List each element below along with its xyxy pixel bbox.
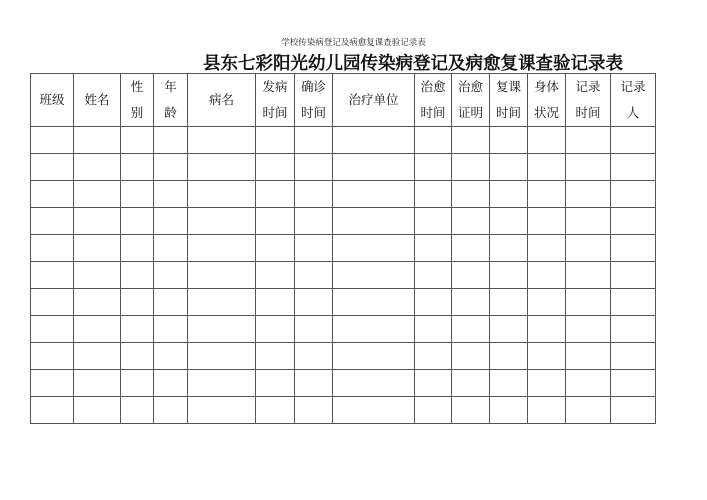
empty-cell [256,316,295,343]
empty-cell [256,343,295,370]
column-header-text: 班级 [39,92,65,107]
column-header [490,74,528,127]
column-header [74,74,121,127]
empty-cell [121,370,154,397]
empty-cell [74,316,121,343]
document-header: 学校传染病登记及病愈复课查验记录表 [281,38,426,48]
empty-cell [188,208,256,235]
empty-cell [490,343,528,370]
column-header-text: 别 [130,105,144,120]
empty-cell [188,235,256,262]
column-header-text: 姓名 [84,92,110,107]
empty-cell [154,316,188,343]
column-header-text: 病名 [208,92,234,107]
empty-cell [121,127,154,154]
empty-cell [611,316,656,343]
empty-cell [256,181,295,208]
empty-cell [188,343,256,370]
empty-cell [333,289,415,316]
empty-cell [256,208,295,235]
empty-cell [188,127,256,154]
column-header [188,74,256,127]
empty-cell [490,208,528,235]
column-header [31,74,74,127]
table-row [31,289,656,316]
empty-cell [295,127,333,154]
empty-cell [256,262,295,289]
empty-cell [121,289,154,316]
empty-cell [295,262,333,289]
empty-cell [295,370,333,397]
empty-cell [74,154,121,181]
empty-cell [528,208,566,235]
empty-cell [121,262,154,289]
empty-cell [490,262,528,289]
empty-cell [415,343,452,370]
empty-cell [611,370,656,397]
column-header-text: 确诊 [300,79,326,94]
empty-cell [415,262,452,289]
table-row [31,154,656,181]
empty-cell [566,235,611,262]
empty-cell [415,154,452,181]
empty-cell [295,154,333,181]
empty-cell [31,208,74,235]
table-row [31,370,656,397]
column-header-text: 发病 [262,79,288,94]
table-row [31,316,656,343]
empty-cell [188,154,256,181]
empty-cell [121,316,154,343]
column-header-text: 记录 [620,79,646,94]
empty-cell [121,397,154,424]
empty-cell [333,235,415,262]
empty-cell [611,235,656,262]
empty-cell [566,181,611,208]
empty-cell [154,181,188,208]
empty-cell [121,154,154,181]
empty-cell [566,370,611,397]
column-header-text: 状况 [533,105,559,120]
empty-cell [333,154,415,181]
empty-cell [452,289,490,316]
empty-cell [452,397,490,424]
empty-cell [31,127,74,154]
empty-cell [74,262,121,289]
column-header-text: 时间 [495,105,521,120]
empty-cell [415,316,452,343]
empty-cell [566,397,611,424]
empty-cell [256,397,295,424]
empty-cell [415,370,452,397]
column-header [333,74,415,127]
empty-cell [154,397,188,424]
column-header-text: 时间 [262,105,288,120]
empty-cell [490,397,528,424]
empty-cell [611,289,656,316]
empty-cell [256,154,295,181]
empty-cell [528,397,566,424]
empty-cell [333,127,415,154]
empty-cell [333,208,415,235]
empty-cell [74,397,121,424]
empty-cell [611,127,656,154]
header-row [31,74,656,127]
empty-cell [415,289,452,316]
record-table [30,73,656,424]
empty-cell [256,127,295,154]
empty-cell [490,154,528,181]
empty-cell [415,181,452,208]
column-header-text: 时间 [420,105,446,120]
empty-cell [74,208,121,235]
empty-cell [452,262,490,289]
column-header-text: 年 [164,79,177,94]
empty-cell [31,397,74,424]
column-header [415,74,452,127]
empty-cell [452,127,490,154]
empty-cell [333,181,415,208]
empty-cell [154,343,188,370]
empty-cell [121,235,154,262]
empty-cell [31,316,74,343]
empty-cell [452,154,490,181]
column-header [121,74,154,127]
empty-cell [452,235,490,262]
empty-cell [490,370,528,397]
empty-cell [74,289,121,316]
column-header-text: 治疗单位 [348,92,399,107]
column-header [452,74,490,127]
empty-cell [333,262,415,289]
empty-cell [31,289,74,316]
empty-cell [74,181,121,208]
empty-cell [154,127,188,154]
table-row [31,343,656,370]
empty-cell [566,208,611,235]
empty-cell [295,208,333,235]
empty-cell [528,343,566,370]
empty-cell [188,397,256,424]
empty-cell [154,289,188,316]
empty-cell [256,289,295,316]
table-row [31,262,656,289]
column-header [528,74,566,127]
empty-cell [154,154,188,181]
empty-cell [566,316,611,343]
empty-cell [528,262,566,289]
column-header-text: 龄 [164,105,177,120]
empty-cell [74,343,121,370]
empty-cell [566,154,611,181]
column-header [256,74,295,127]
column-header [566,74,611,127]
empty-cell [415,397,452,424]
empty-cell [256,235,295,262]
column-header-text: 复课 [495,79,521,94]
empty-cell [31,235,74,262]
table-row [31,181,656,208]
empty-cell [31,154,74,181]
empty-cell [528,154,566,181]
empty-cell [528,181,566,208]
empty-cell [528,370,566,397]
empty-cell [31,262,74,289]
column-header [611,74,656,127]
empty-cell [452,370,490,397]
empty-cell [256,370,295,397]
empty-cell [415,208,452,235]
column-header-text: 治愈 [457,79,483,94]
empty-cell [295,289,333,316]
empty-cell [490,181,528,208]
column-header-text: 人 [626,105,640,120]
empty-cell [295,397,333,424]
empty-cell [528,127,566,154]
table-row [31,235,656,262]
empty-cell [74,235,121,262]
empty-cell [566,343,611,370]
column-header [295,74,333,127]
empty-cell [611,181,656,208]
form-title: 县东七彩阳光幼儿园传染病登记及病愈复课查验记录表 [203,54,623,74]
empty-cell [295,235,333,262]
empty-cell [333,343,415,370]
empty-cell [188,316,256,343]
empty-cell [415,127,452,154]
empty-cell [295,316,333,343]
column-header-text: 记录 [575,79,601,94]
empty-cell [295,181,333,208]
empty-cell [188,181,256,208]
empty-cell [295,343,333,370]
empty-cell [333,370,415,397]
empty-cell [31,370,74,397]
column-header-text: 治愈 [420,79,446,94]
table-row [31,127,656,154]
column-header-text: 时间 [575,105,601,120]
empty-cell [154,262,188,289]
empty-cell [528,235,566,262]
empty-cell [31,181,74,208]
empty-cell [611,208,656,235]
empty-cell [490,127,528,154]
empty-cell [490,316,528,343]
table-row [31,208,656,235]
empty-cell [188,262,256,289]
empty-cell [188,370,256,397]
empty-cell [121,343,154,370]
empty-cell [333,316,415,343]
empty-cell [154,208,188,235]
column-header-text: 证明 [457,105,483,120]
table-body [31,127,656,424]
table-row [31,397,656,424]
empty-cell [490,289,528,316]
empty-cell [452,316,490,343]
empty-cell [154,370,188,397]
empty-cell [566,262,611,289]
column-header-text: 性 [130,79,144,94]
empty-cell [611,397,656,424]
empty-cell [31,343,74,370]
column-header [154,74,188,127]
empty-cell [611,343,656,370]
empty-cell [611,262,656,289]
column-header-text: 身体 [533,79,559,94]
empty-cell [154,235,188,262]
empty-cell [528,289,566,316]
empty-cell [415,235,452,262]
empty-cell [452,181,490,208]
empty-cell [452,208,490,235]
empty-cell [188,289,256,316]
empty-cell [333,397,415,424]
empty-cell [611,154,656,181]
column-header-text: 时间 [300,105,326,120]
empty-cell [566,289,611,316]
empty-cell [74,127,121,154]
empty-cell [121,208,154,235]
empty-cell [566,127,611,154]
empty-cell [490,235,528,262]
empty-cell [528,316,566,343]
empty-cell [74,370,121,397]
empty-cell [452,343,490,370]
empty-cell [121,181,154,208]
